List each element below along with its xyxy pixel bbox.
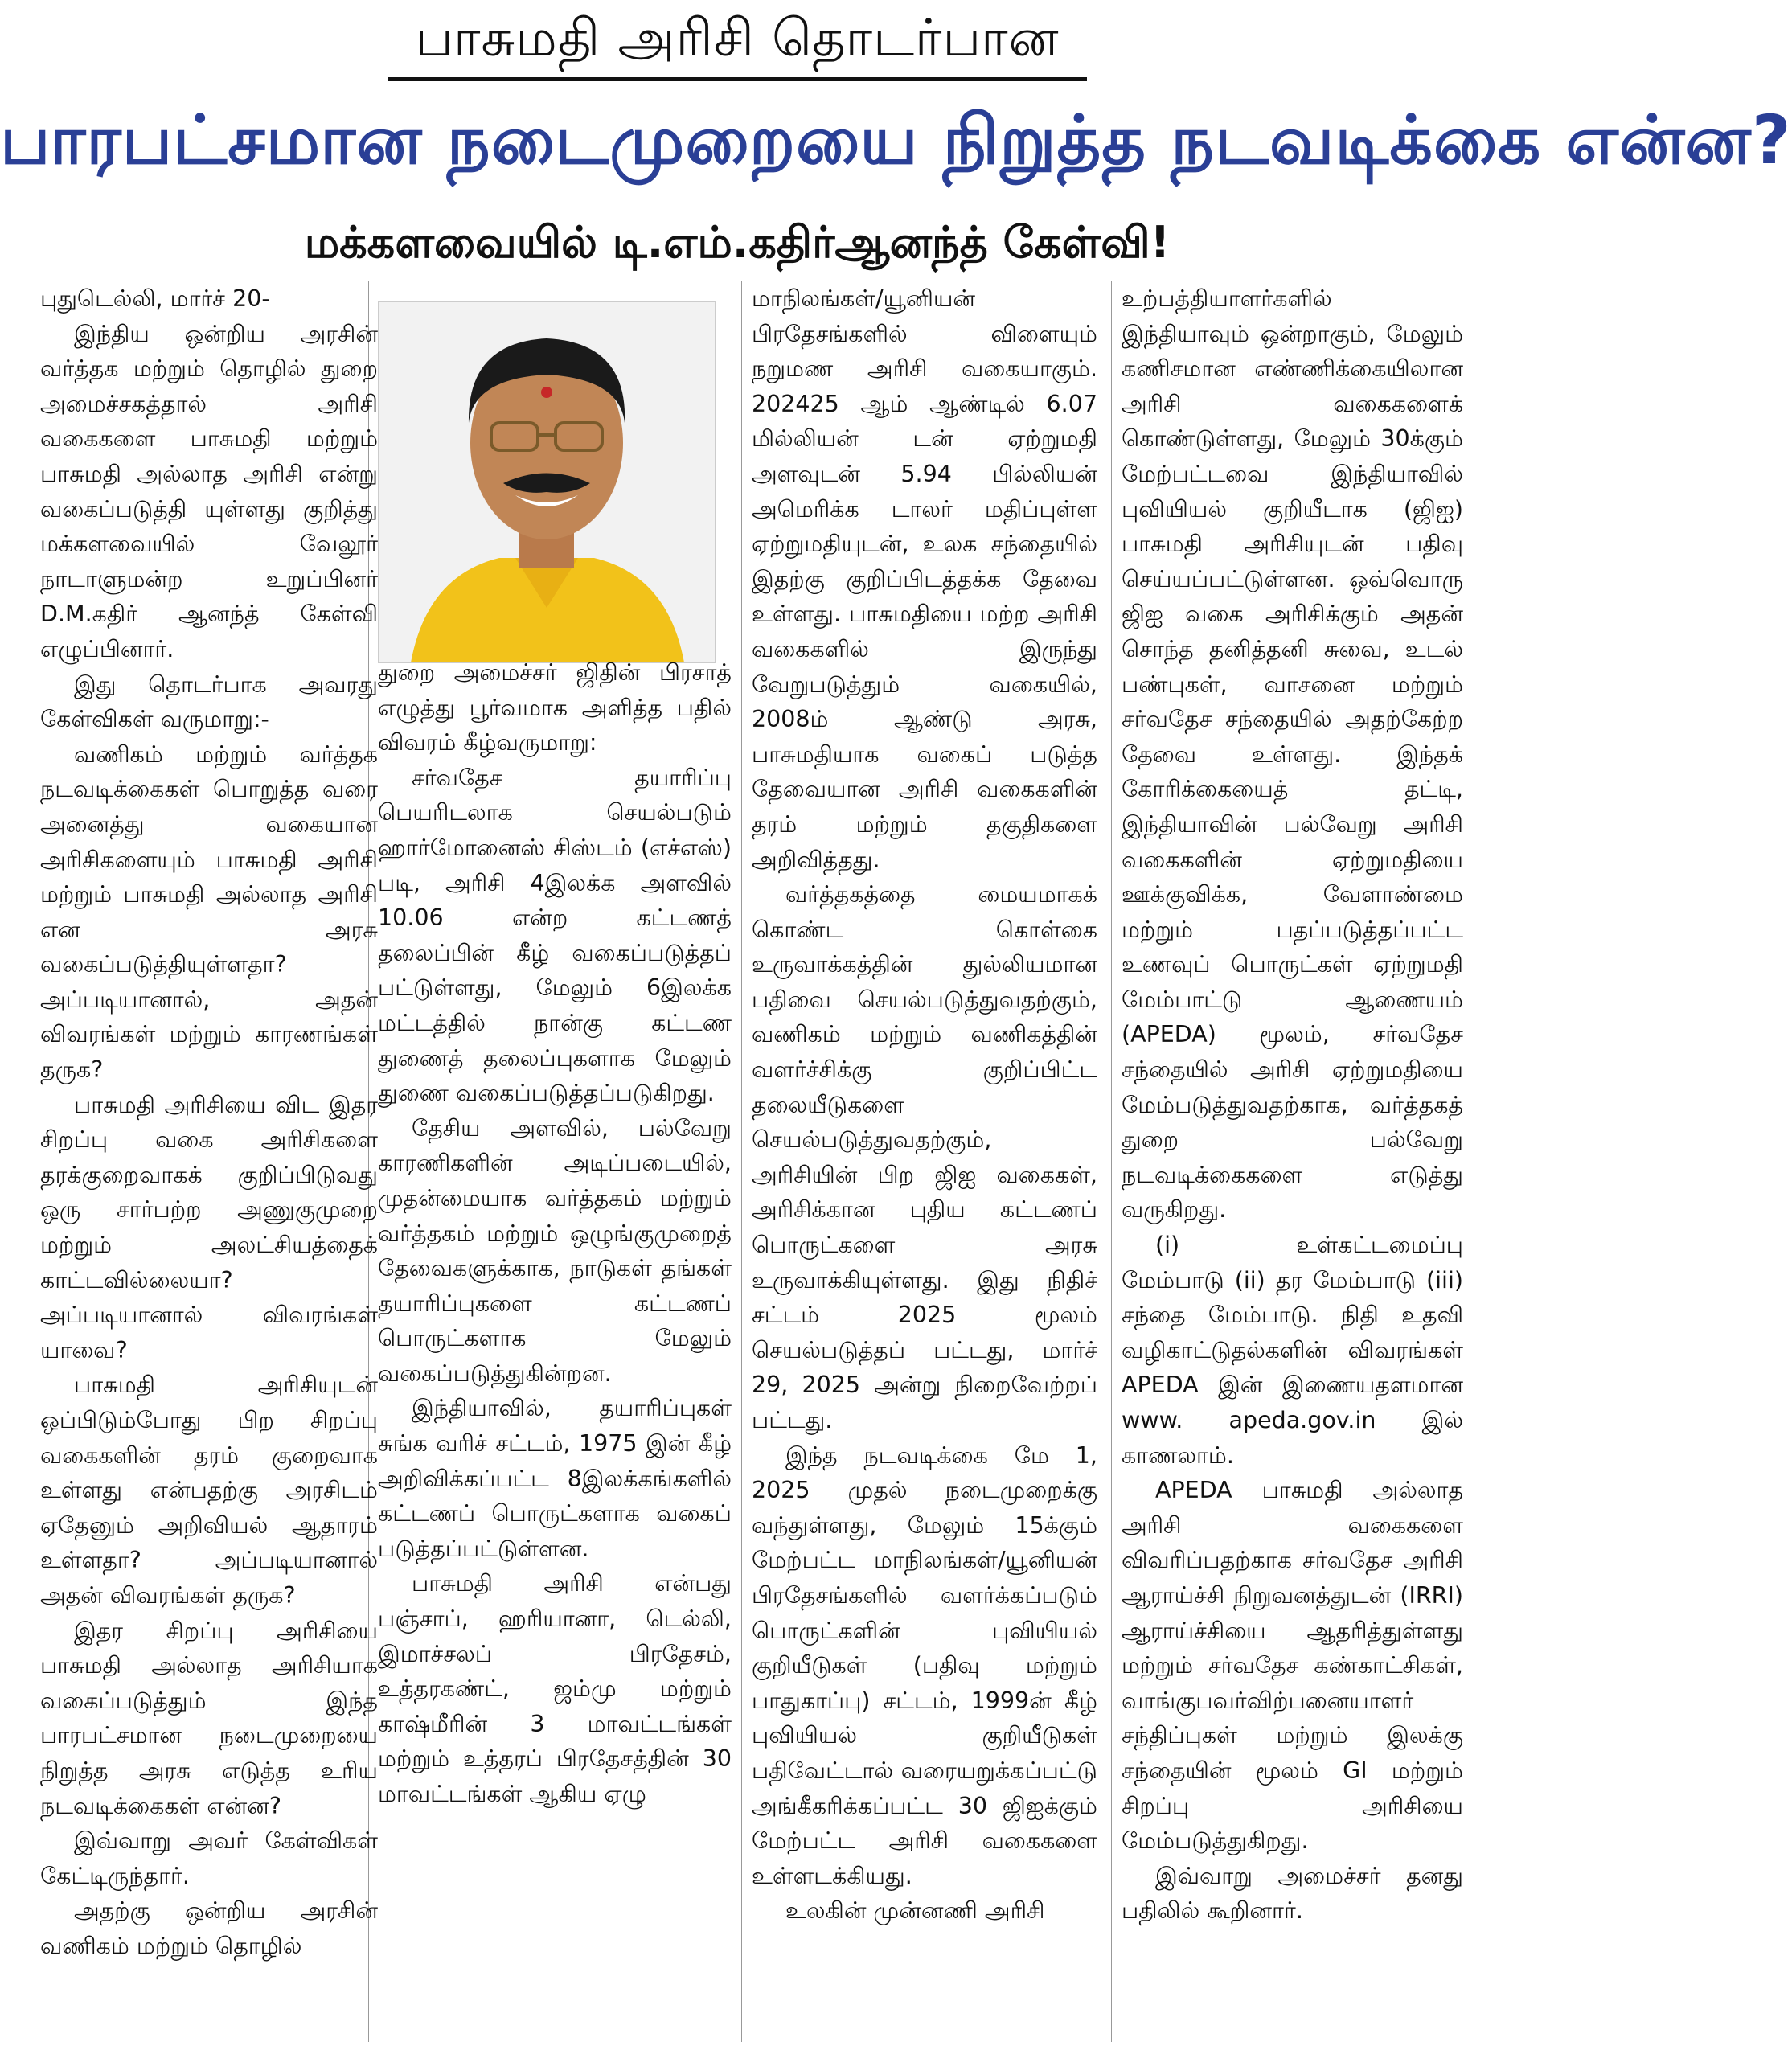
portrait-photo xyxy=(378,301,716,663)
paragraph: இந்தியாவில், தயாரிப்புகள் சுங்க வரிச் சட்டம், 1975 இன் கீழ் அறிவிக்கப்பட்ட 8இலக்கங்களில் கட்டணப் பொருட்களாக வகைப் படுத்தப்பட்டுள்ளன. xyxy=(378,1395,732,1562)
paragraph: உலகின் முன்னணி அரிசி xyxy=(785,1897,1045,1925)
kicker: பாசுமதி அரிசி தொடர்பான xyxy=(388,5,1086,81)
subheadline: மக்களவையில் டி.எம்.கதிர்ஆனந்த் கேள்வி! xyxy=(304,217,1171,268)
paragraph: இந்த நடவடிக்கை மே 1, 2025 முதல் நடைமுறைக்கு வந்துள்ளது, மேலும் 15க்கும் மேற்பட்ட மாநிலங்கள்/யூனியன் பிரதேசங்களில் வளர்க்கப்படும் பொருட்களின் புவியியல் குறியீடுகள் (பதிவு மற்றும் பாதுகாப்பு) சட்டம், 1999ன் கீழ் புவியியல் குறியீடுகள் பதிவேட்டால் வரையறுக்கப்பட்டு அங்கீகரிக்கப்பட்ட 30 ஜிஐக்கும் மேற்பட்ட அரிசி வகைகளை உள்ளடக்கியது. xyxy=(752,1441,1097,1889)
paragraph: (i) உள்கட்டமைப்பு மேம்பாடு (ii) தர மேம்பாடு (iii) சந்தை மேம்பாடு. நிதி உதவி வழிகாட்டுதல்களின் விவரங்கள் APEDA இன் இணையதளமான www. apeda.gov.in இல் காணலாம். xyxy=(1122,1232,1463,1469)
paragraph: பாசுமதி அரிசியை விட இதர சிறப்பு வகை அரிசிகளை தரக்குறைவாகக் குறிப்பிடுவது ஒரு சார்பற்ற அணுகுமுறை மற்றும் அலட்சியத்தைக் காட்டவில்லையா? அப்படியானால் விவரங்கள் யாவை? xyxy=(40,1091,378,1363)
paragraph: APEDA பாசுமதி அல்லாத அரிசி வகைகளை விவரிப்பதற்காக சர்வதேச அரிசி ஆராய்ச்சி நிறுவனத்துடன் (IRRI) ஆராய்ச்சியை ஆதரித்துள்ளது மற்றும் சர்வதேச கண்காட்சிகள், வாங்குபவர்விற்பனையாளர் சந்திப்புகள் மற்றும் இலக்கு சந்தையின் மூலம் GI மற்றும் சிறப்பு அரிசியை மேம்படுத்துகிறது. xyxy=(1122,1477,1463,1855)
paragraph: பாசுமதி அரிசியுடன் ஒப்பிடும்போது பிற சிறப்பு வகைகளின் தரம் குறைவாக உள்ளது என்பதற்கு அரசிடம் ஏதேனும் அறிவியல் ஆதாரம் உள்ளதா? அப்படியானால் அதன் விவரங்கள் தருக? xyxy=(40,1371,378,1609)
paragraph: சர்வதேச தயாரிப்பு பெயரிடலாக செயல்படும் ஹார்மோனைஸ் சிஸ்டம் (எச்எஸ்) படி, அரிசி 4இலக்க அளவில் 10.06 என்ற கட்டணத் தலைப்பின் கீழ் வகைப்படுத்தப் பட்டுள்ளது, மேலும் 6இலக்க மட்டத்தில் நான்கு கட்டண துணைத் தலைப்புகளாக மேலும் துணை வகைப்படுத்தப்படுகிறது. xyxy=(378,764,732,1107)
article-column-2 xyxy=(378,655,732,1812)
paragraph: உற்பத்தியாளர்களில் இந்தியாவும் ஒன்றாகும், மேலும் கணிசமான எண்ணிக்கையிலான அரிசி வகைகளைக் கொண்டுள்ளது, மேலும் 30க்கும் மேற்பட்டவை இந்தியாவில் புவியியல் குறியீடாக (ஜிஐ) பாசுமதி அரிசியுடன் பதிவு செய்யப்பட்டுள்ளன. ஒவ்வொரு ஜிஐ வகை அரிசிக்கும் அதன் சொந்த தனித்தனி சுவை, உடல் பண்புகள், வாசனை மற்றும் சர்வதேச சந்தையில் அதற்கேற்ற தேவை உள்ளது. இந்தக் கோரிக்கையைத் தட்டி, இந்தியாவின் பல்வேறு அரிசி வகைகளின் ஏற்றுமதியை ஊக்குவிக்க, வேளாண்மை மற்றும் பதப்படுத்தப்பட்ட உணவுப் பொருட்கள் ஏற்றுமதி மேம்பாட்டு ஆணையம் (APEDA) மூலம், சர்வதேச சந்தையில் அரிசி ஏற்றுமதியை மேம்படுத்துவதற்காக, வர்த்தகத் துறை பல்வேறு நடவடிக்கைகளை எடுத்து வருகிறது. xyxy=(1122,285,1463,1224)
kicker-banner xyxy=(0,0,1474,76)
paragraph: இந்திய ஒன்றிய அரசின் வர்த்தக மற்றும் தொழில் துறை அமைச்சகத்தால் அரிசி வகைகளை பாசுமதி மற்றும் பாசுமதி அல்லாத அரிசி என்று வகைப்படுத்தி யுள்ளது குறித்து மக்களவையில் வேலூர் நாடாளுமன்ற உறுப்பினர் D.M.கதிர் ஆனந்த் கேள்வி எழுப்பினார். xyxy=(40,320,378,662)
paragraph: தேசிய அளவில், பல்வேறு காரணிகளின் அடிப்படையில், முதன்மையாக வர்த்தகம் மற்றும் வர்த்தகம் மற்றும் ஒழுங்குமுறைத் தேவைகளுக்காக, நாடுகள் தங்கள் தயாரிப்புகளை கட்டணப் பொருட்களாக மேலும் வகைப்படுத்துகின்றன. xyxy=(378,1114,732,1387)
paragraph: துறை அமைச்சர் ஜிதின் பிரசாத் எழுத்து பூர்வமாக அளித்த பதில் விவரம் கீழ்வருமாறு: xyxy=(378,659,732,756)
article-column-3 xyxy=(752,281,1097,1929)
paragraph: பாசுமதி அரிசி என்பது பஞ்சாப், ஹரியானா, டெல்லி, இமாச்சலப் பிரதேசம், உத்தரகண்ட், ஜம்மு மற்றும் காஷ்மீரின் 3 மாவட்டங்கள் மற்றும் உத்தரப் பிரதேசத்தின் 30 மாவட்டங்கள் ஆகிய ஏழு xyxy=(378,1570,732,1807)
article-column-4 xyxy=(1122,281,1463,1929)
headline: பாரபட்சமான நடைமுறையை நிறுத்த நடவடிக்கை என்ன? xyxy=(0,100,1792,179)
paragraph: இவ்வாறு அவர் கேள்விகள் கேட்டிருந்தார். xyxy=(40,1827,378,1889)
dateline: புதுடெல்லி, மார்ச் 20- xyxy=(40,285,270,312)
column-divider xyxy=(1111,281,1112,2042)
paragraph: இவ்வாறு அமைச்சர் தனது பதிலில் கூறினார். xyxy=(1122,1862,1463,1925)
paragraph: வணிகம் மற்றும் வர்த்தக நடவடிக்கைகள் பொறுத்த வரை அனைத்து வகையான அரிசிகளையும் பாசுமதி அரிசி மற்றும் பாசுமதி அல்லாத அரிசி என அரசு வகைப்படுத்தியுள்ளதா? அப்படியானால், அதன் விவரங்கள் மற்றும் காரணங்கள் தருக? xyxy=(40,740,378,1084)
paragraph: வர்த்தகத்தை மையமாகக் கொண்ட கொள்கை உருவாக்கத்தின் துல்லியமான பதிவை செயல்படுத்துவதற்கும், வணிகம் மற்றும் வணிகத்தின் வளர்ச்சிக்கு குறிப்பிட்ட தலையீடுகளை செயல்படுத்துவதற்கும், அரிசியின் பிற ஜிஐ வகைகள், அரிசிக்கான புதிய கட்டணப் பொருட்களை அரசு உருவாக்கியுள்ளது. இது நிதிச் சட்டம் 2025 மூலம் செயல்படுத்தப் பட்டது, மார்ச் 29, 2025 அன்று நிறைவேற்றப் பட்டது. xyxy=(752,881,1097,1433)
paragraph: அதற்கு ஒன்றிய அரசின் வணிகம் மற்றும் தொழில் xyxy=(40,1897,378,1959)
paragraph: இது தொடர்பாக அவரது கேள்விகள் வருமாறு:- xyxy=(40,670,378,733)
article-column-1 xyxy=(40,281,378,1964)
portrait-illustration xyxy=(379,302,715,662)
paragraph: இதர சிறப்பு அரிசியை பாசுமதி அல்லாத அரிசியாக வகைப்படுத்தும் இந்த பாரபட்சமான நடைமுறையை நிறுத்த அரசு எடுத்த உரிய நடவடிக்கைகள் என்ன? xyxy=(40,1617,378,1819)
paragraph: மாநிலங்கள்/யூனியன் பிரதேசங்களில் விளையும் நறுமண அரிசி வகையாகும். 202425 ஆம் ஆண்டில் 6.07 மில்லியன் டன் ஏற்றுமதி அளவுடன் 5.94 பில்லியன் அமெரிக்க டாலர் மதிப்புள்ள ஏற்றுமதியுடன், உலக சந்தையில் இதற்கு குறிப்பிடத்தக்க தேவை உள்ளது. பாசுமதியை மற்ற அரிசி வகைகளில் இருந்து வேறுபடுத்தும் வகையில், 2008ம் ஆண்டு அரசு, பாசுமதியாக வகைப் படுத்த தேவையான அரிசி வகைகளின் தரம் மற்றும் தகுதிகளை அறிவித்தது. xyxy=(752,285,1097,873)
column-divider xyxy=(741,281,742,2042)
